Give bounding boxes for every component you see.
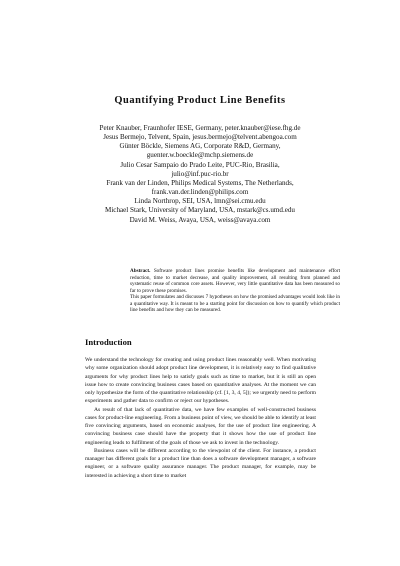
- abstract: [130, 268, 340, 314]
- author-line: guenter.w.boeckle@mchp.siemens.de: [146, 151, 254, 160]
- section-heading-introduction: Introduction: [85, 337, 132, 347]
- author-line: Linda Northrop, SEI, USA, lmn@sei.cmu.edu: [134, 197, 266, 206]
- author-line: Günter Böckle, Siemens AG, Corporate R&D, Germany,: [119, 142, 281, 151]
- paper-title: Quantifying Product Line Benefits: [114, 95, 286, 106]
- body-paragraph: Business cases will be different according to the viewpoint of the client. For instance, a product manager has different goals for a product line than does a software development manager, a software engineer, or a software quality assurance manager. The product manager, for example, may be interested in achieving a short time to market: [85, 447, 316, 479]
- abstract-paragraph-1: [130, 268, 340, 294]
- author-line: Julio Cesar Sampaio do Prado Leite, PUC-Rio, Brasilia,: [120, 160, 280, 169]
- author-line: Jesus Bermejo, Telvent, Spain, jesus.bermejo@telvent.abengoa.com: [103, 133, 297, 142]
- abstract-label: Abstract.: [130, 268, 151, 274]
- author-line: Michael Stark, University of Maryland, USA, mstark@cs.umd.edu: [105, 206, 295, 215]
- body-paragraph: We understand the technology for creating and using product lines reasonably well. When motivating why some organization should adopt product line development, it is relatively easy to find qualitative arguments for why product lines help to satisfy goals such as time to market, but it is still an open issue how to create convincing business cases based on quantitative analyses. At the moment we can only hypothesize the form of the quantitative relationship (cf. [1, 3, 4, 5]); we urgently need to perform experiments and gather data to confirm or reject our hypotheses.: [85, 357, 316, 405]
- author-line: Frank van der Linden, Philips Medical Systems, The Netherlands,: [106, 178, 294, 187]
- abstract-paragraph-2: This paper formulates and discusses 7 hypotheses on how the promised advantages would look like in a quantitative way. It is meant to be a starting point for discussion on how to quantify which product line benefits and how they can be measured.: [130, 294, 340, 314]
- author-line: julio@inf.puc-rio.br: [171, 169, 229, 178]
- author-line: frank.van.der.linden@philips.com: [151, 188, 249, 197]
- author-line: Peter Knauber, Fraunhofer IESE, Germany, peter.knauber@iese.fhg.de: [99, 124, 301, 132]
- abstract-text-1: Software product lines promise benefits like development and maintenance effort reduction, time to market decrease, and quality improvement, all resulting from planned and systematic reuse of common core assets. However, very little quantitative data has been measured so far to prove these promises.: [130, 268, 340, 294]
- author-line: David M. Weiss, Avaya, USA, weiss@avaya.com: [129, 215, 271, 224]
- body-paragraph: As result of that lack of quantitative data, we have few examples of well-constructed business cases for product-line engineering. From a business point of view, we should be able to identify at least five convincing arguments, based on economic analyses, for the use of product line engineering. A convincing business case should have the property that it shows how the use of product line engineering leads to fulfilment of the goals of those we ask to invest in the technology.: [85, 406, 316, 446]
- author-list: [20, 124, 380, 225]
- introduction-body: [85, 356, 316, 480]
